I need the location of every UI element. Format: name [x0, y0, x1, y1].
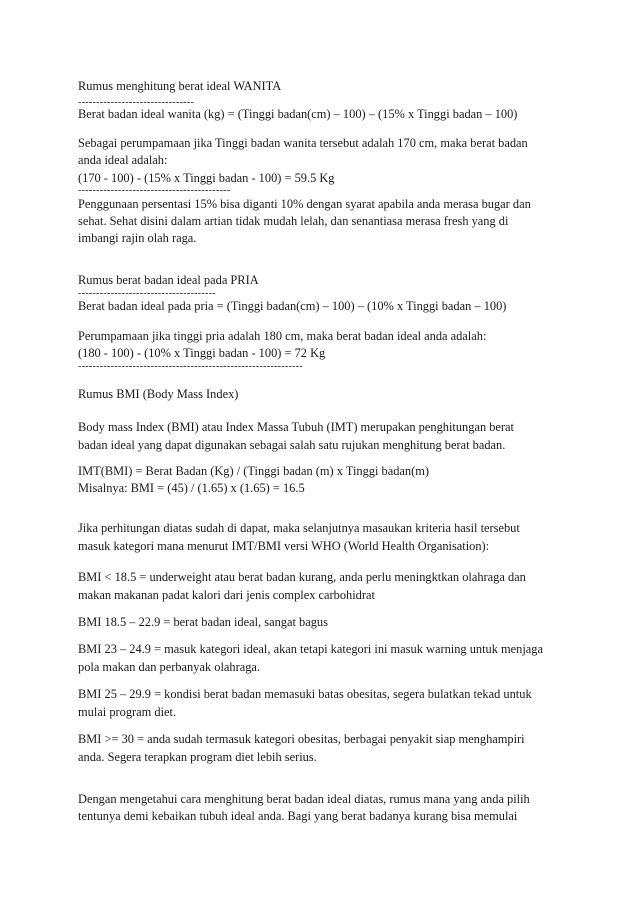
example-bmi: Misalnya: BMI = (45) / (1.65) x (1.65) = 16.5	[78, 481, 305, 495]
separator: --------------------------------------------------------------	[78, 361, 304, 372]
bmi-criterion: BMI < 18.5 = underweight atau berat badan kurang, anda perlu meningktkan olahraga dan	[78, 570, 526, 584]
text-line: Perumpamaan jika tinggi pria adalah 180 cm, maka berat badan ideal anda adalah:	[78, 329, 487, 343]
text-line: Penggunaan persentasi 15% bisa diganti 10% dengan syarat apabila anda merasa bugar dan	[78, 197, 531, 211]
text-line: anda ideal adalah:	[78, 153, 168, 167]
text-line: Sebagai perumpamaan jika Tinggi badan wanita tersebut adalah 170 cm, maka berat badan	[78, 136, 528, 150]
text-line: imbangi rajin olah raga.	[78, 231, 197, 245]
bmi-criterion: BMI 25 – 29.9 = kondisi berat badan memasuki batas obesitas, segera bulatkan tekad untuk	[78, 687, 532, 701]
text-line: sehat. Sehat disini dalam artian tidak mudah lelah, dan senantiasa merasa fresh yang di	[78, 214, 509, 228]
text-line: tentunya demi kebaikan tubuh ideal anda. Bagi yang berat badanya kurang bisa memulai	[78, 809, 518, 823]
heading-pria: Rumus berat badan ideal pada PRIA	[78, 273, 259, 287]
heading-bmi: Rumus BMI (Body Mass Index)	[78, 387, 239, 401]
bmi-criterion: BMI 18.5 – 22.9 = berat badan ideal, sangat bagus	[78, 615, 328, 629]
formula-pria: Berat badan ideal pada pria = (Tinggi badan(cm) – 100) – (10% x Tinggi badan – 100)	[78, 299, 507, 313]
text-line: makan makanan padat kalori dari jenis complex carbohidrat	[78, 588, 375, 602]
separator: --------------------------------------	[78, 288, 216, 299]
text-line: anda. Segera terapkan program diet lebih serius.	[78, 750, 317, 764]
text-line: mulai program diet.	[78, 705, 177, 719]
separator: --------------------------------	[78, 97, 195, 108]
text-line: pola makan dan perbanyak olahraga.	[78, 660, 260, 674]
formula-bmi: IMT(BMI) = Berat Badan (Kg) / (Tinggi badan (m) x Tinggi badan(m)	[78, 464, 430, 478]
text-line: Body mass Index (BMI) atau Index Massa Tubuh (IMT) merupakan penghitungan berat	[78, 420, 514, 434]
example-wanita: (170 - 100) - (15% x Tinggi badan - 100) = 59.5 Kg	[78, 171, 335, 185]
example-pria: (180 - 100) - (10% x Tinggi badan - 100) = 72 Kg	[78, 346, 326, 360]
formula-wanita: Berat badan ideal wanita (kg) = (Tinggi badan(cm) – 100) – (15% x Tinggi badan – 100)	[78, 107, 518, 121]
text-line: Dengan mengetahui cara menghitung berat badan ideal diatas, rumus mana yang anda pilih	[78, 792, 530, 806]
heading-wanita: Rumus menghitung berat ideal WANITA	[78, 79, 282, 93]
text-line: masuk kategori mana menurut IMT/BMI versi WHO (World Health Organisation):	[78, 539, 490, 553]
text-line: Jika perhitungan diatas sudah di dapat, maka selanjutnya masaukan kriteria hasil tersebut	[78, 521, 520, 535]
bmi-criterion: BMI >= 30 = anda sudah termasuk kategori obesitas, berbagai penyakit siap menghampiri	[78, 732, 525, 746]
separator: ------------------------------------------	[78, 185, 231, 196]
text-line: badan ideal yang dapat digunakan sebagai salah satu rujukan menghitung berat badan.	[78, 438, 506, 452]
bmi-criterion: BMI 23 – 24.9 = masuk kategori ideal, akan tetapi kategori ini masuk warning untuk menjaga	[78, 642, 543, 656]
